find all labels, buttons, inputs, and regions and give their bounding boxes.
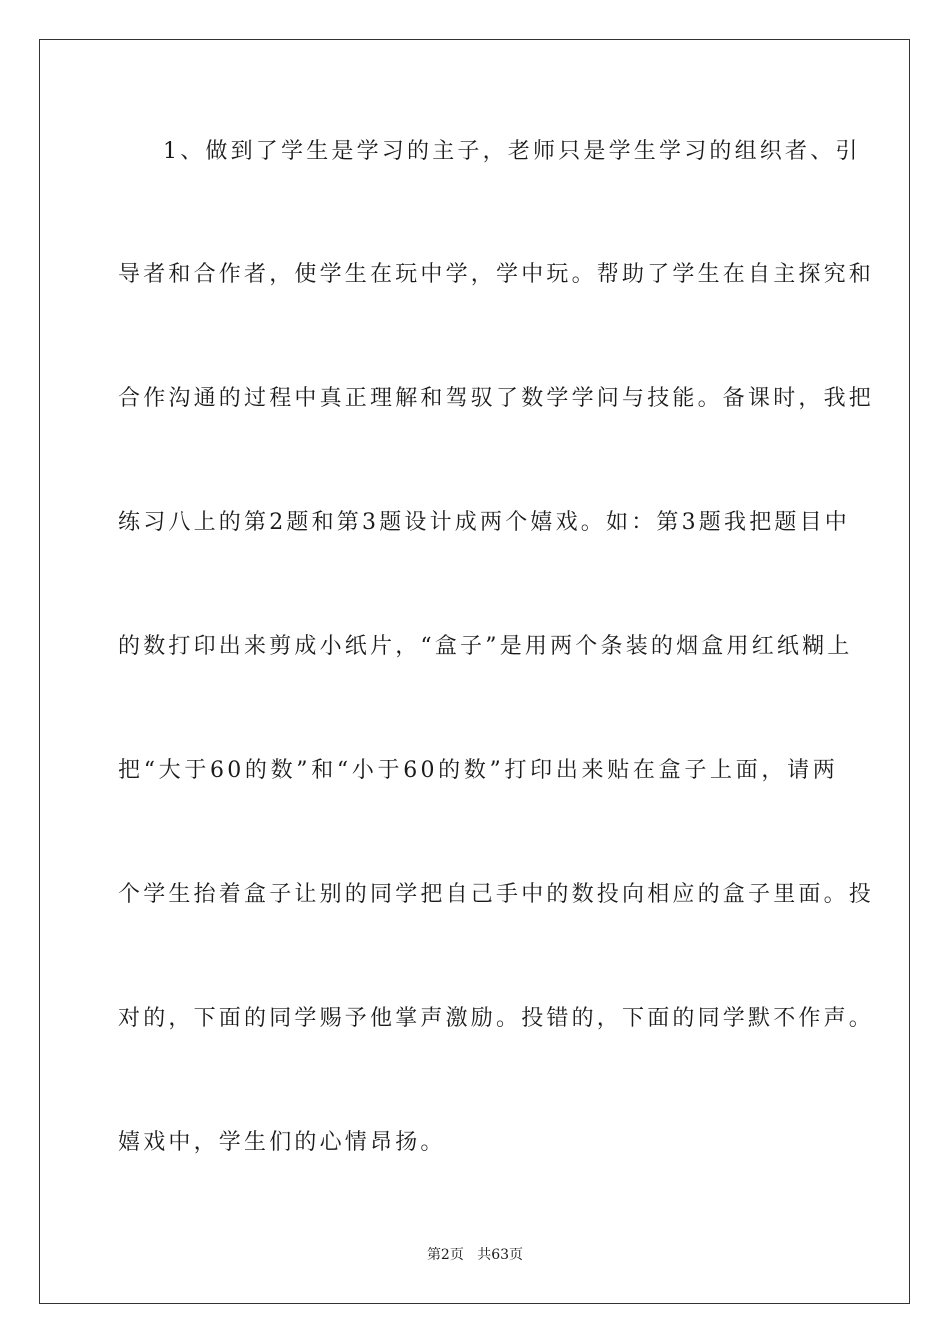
paragraph-line-7: 个学生抬着盒子让别的同学把自己手中的数投向相应的盒子里面。投 — [118, 882, 875, 907]
paragraph-line-5: 的数打印出来剪成小纸片，“盒子”是用两个条装的烟盒用红纸糊上 — [118, 634, 853, 659]
page-border — [39, 39, 910, 1304]
footer-spacer — [464, 1247, 477, 1263]
paragraph-line-4: 练习八上的第2题和第3题设计成两个嬉戏。如：第3题我把题目中 — [118, 510, 850, 535]
paragraph-line-9: 嬉戏中，学生们的心情昂扬。 — [118, 1130, 446, 1155]
paragraph-line-6: 把“大于60的数”和“小于60的数”打印出来贴在盒子上面，请两 — [118, 758, 838, 783]
page-footer — [0, 1246, 950, 1264]
paragraph-line-1: 1、做到了学生是学习的主子，老师只是学生学习的组织者、引 — [163, 139, 861, 164]
page-number: 第2页 — [426, 1247, 464, 1263]
paragraph-line-2: 导者和合作者，使学生在玩中学，学中玩。帮助了学生在自主探究和 — [118, 262, 875, 287]
paragraph-line-3: 合作沟通的过程中真正理解和驾驭了数学学问与技能。备课时，我把 — [118, 386, 875, 411]
paragraph-line-8: 对的，下面的同学赐予他掌声激励。投错的，下面的同学默不作声。 — [118, 1006, 875, 1031]
page-total: 共63页 — [477, 1247, 524, 1263]
